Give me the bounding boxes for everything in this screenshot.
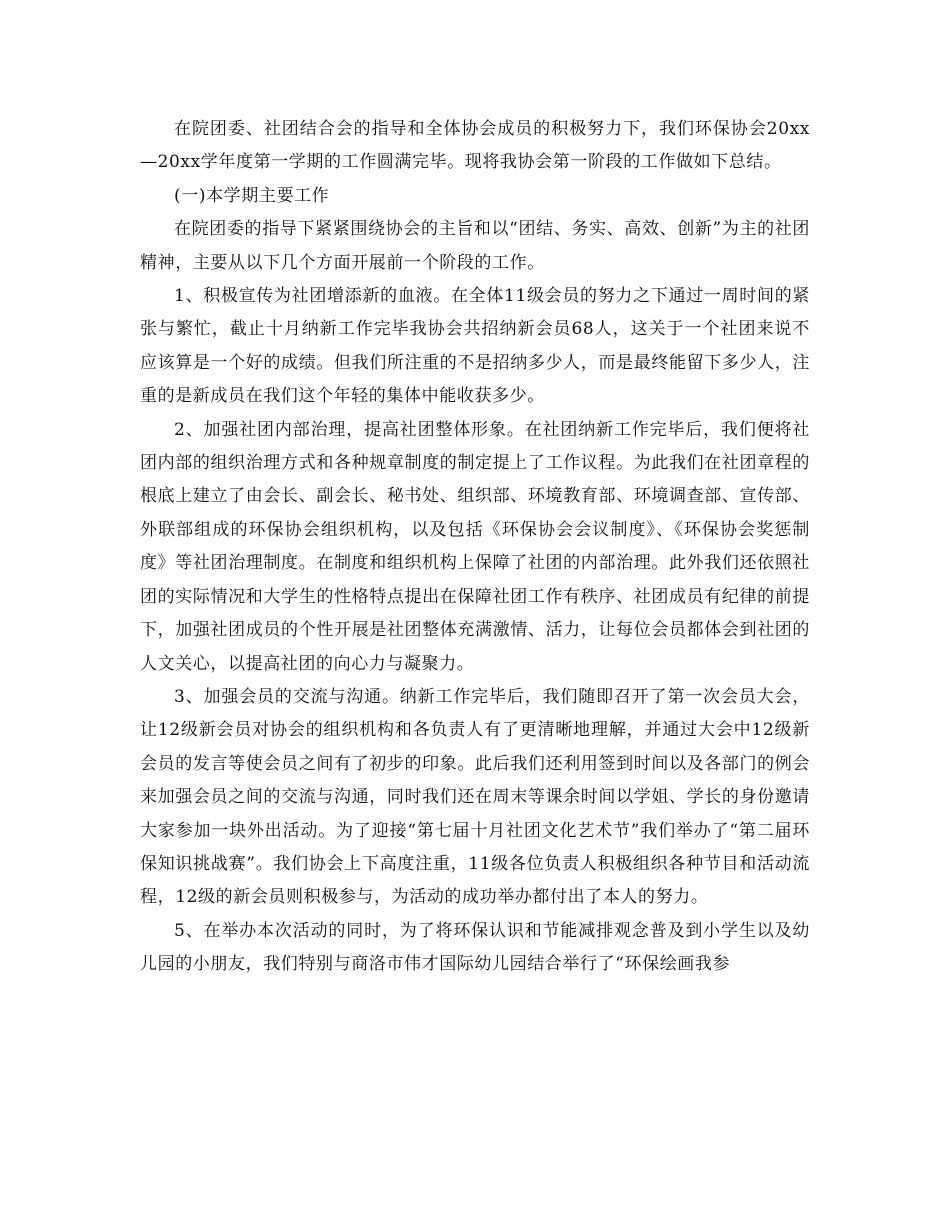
item-1-paragraph: 1、积极宣传为社团增添新的血液。在全体11级会员的努力之下通过一周时间的紧张与繁忙，截止十月纳新工作完毕我协会共招纳新会员68人，这关于一个社团来说不应该算是一个好的成绩。但我们所注重的不是招纳多少人，而是最终能留下多少人，注重的是新成员在我们这个年轻的集体中能收获多少。: [140, 286, 810, 407]
guidance-paragraph: 在院团委的指导下紧紧围绕协会的主旨和以“团结、务实、高效、创新”为主的社团精神，主要从以下几个方面开展前一个阶段的工作。: [140, 219, 810, 273]
document-body: [140, 113, 810, 982]
item-2-paragraph: 2、加强社团内部治理，提高社团整体形象。在社团纳新工作完毕后，我们便将社团内部的组织治理方式和各种规章制度的制定提上了工作议程。为此我们在社团章程的根底上建立了由会长、副会长、秘书处、组织部、环境教育部、环境调查部、宣传部、外联部组成的环保协会组织机构，以及包括《环保协会会议制度》、《环保协会奖惩制度》等社团治理制度。在制度和组织机构上保障了社团的内部治理。此外我们还依照社团的实际情况和大学生的性格特点提出在保障社团工作有秩序、社团成员有纪律的前提下，加强社团成员的个性开展是社团整体充满激情、活力，让每位会员都体会到社团的人文关心，以提高社团的向心力与凝聚力。: [140, 419, 810, 674]
item-5-paragraph: 5、在举办本次活动的同时，为了将环保认识和节能减排观念普及到小学生以及幼儿园的小朋友，我们特别与商洛市伟才国际幼儿园结合举行了“环保绘画我参: [140, 920, 810, 975]
intro-paragraph: 在院团委、社团结合会的指导和全体协会成员的积极努力下，我们环保协会20xx—20xx学年度第一学期的工作圆满完毕。现将我协会第一阶段的工作做如下总结。: [140, 119, 810, 173]
section-heading: (一)本学期主要工作: [174, 185, 330, 206]
item-3-paragraph: 3、加强会员的交流与沟通。纳新工作完毕后，我们随即召开了第一次会员大会，让12级新会员对协会的组织机构和各负责人有了更清晰地理解，并通过大会中12级新会员的发言等使会员之间有了初步的印象。此后我们还利用签到时间以及各部门的例会来加强会员之间的交流与沟通，同时我们还在周末等课余时间以学姐、学长的身份邀请大家参加一块外出活动。为了迎接“第七届十月社团文化艺术节”我们举办了“第二届环保知识挑战赛”。我们协会上下高度注重，11级各位负责人积极组织各种节目和活动流程，12级的新会员则积极参与，为活动的成功举办都付出了本人的努力。: [140, 686, 810, 908]
